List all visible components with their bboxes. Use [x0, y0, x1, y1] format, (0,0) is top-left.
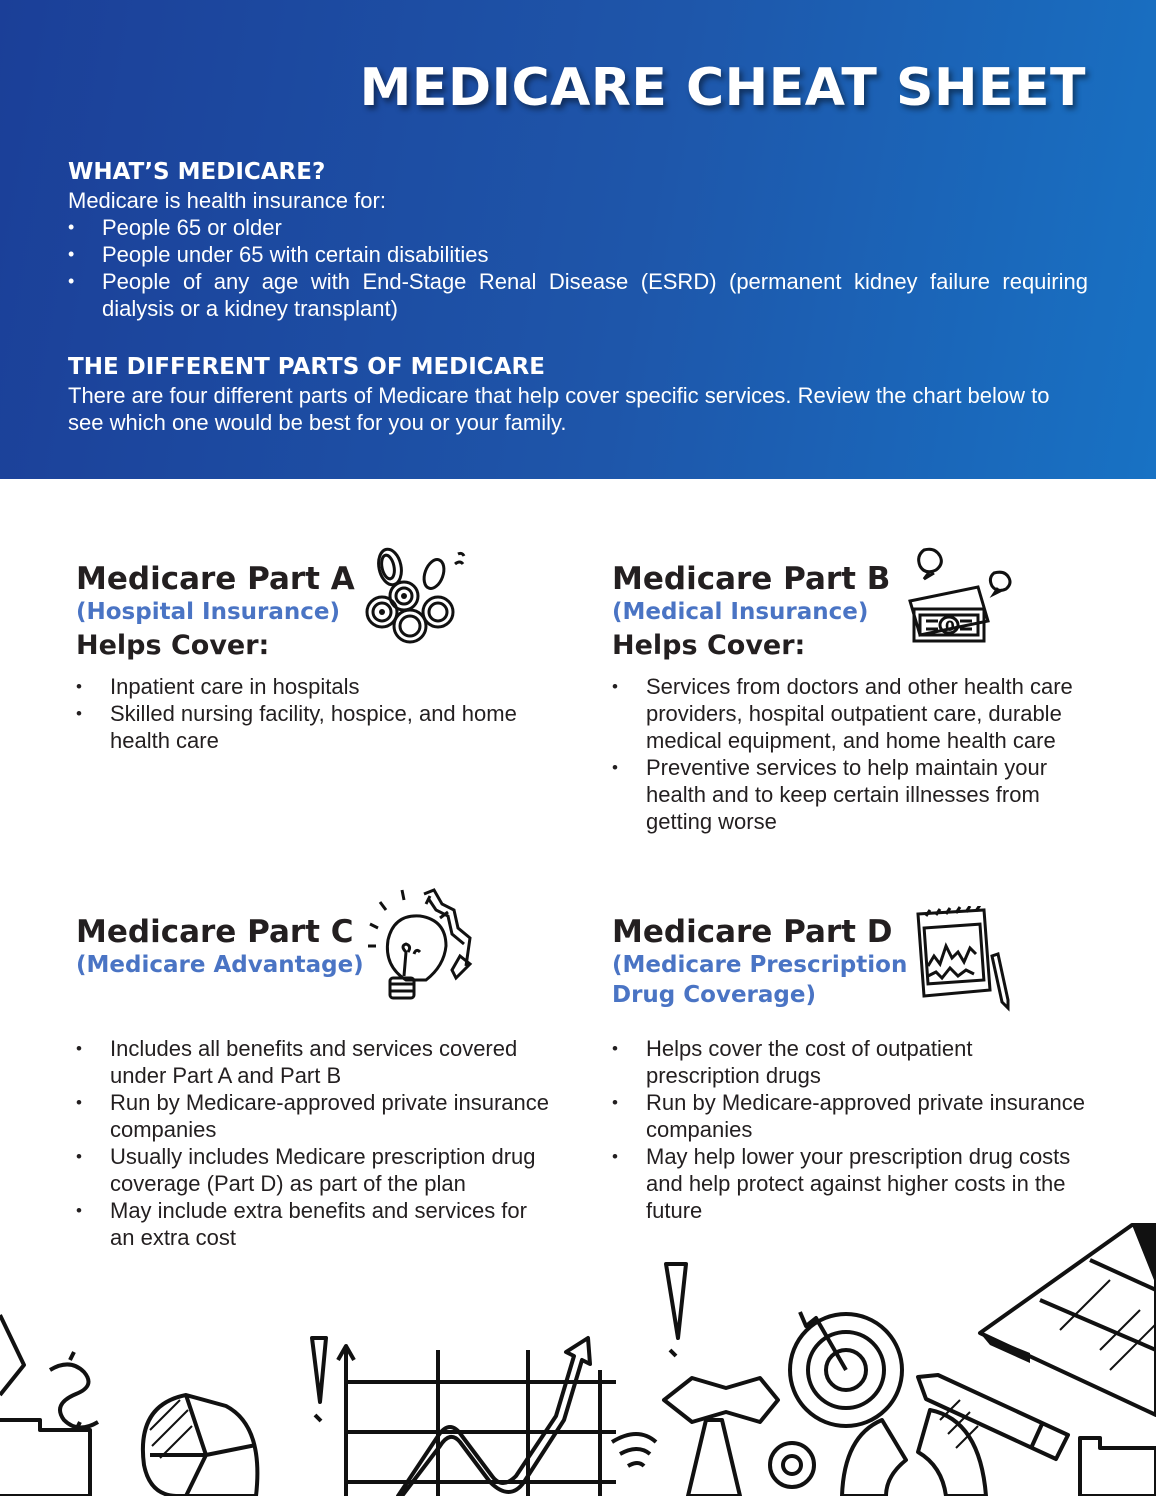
svg-text:0: 0	[945, 619, 955, 635]
list-item: • Skilled nursing facility, hospice, and home health care	[76, 700, 556, 754]
lightbulb-icon	[368, 888, 484, 1004]
pie-chart-icon	[143, 1395, 257, 1496]
pencil-icon	[918, 1375, 1068, 1459]
part-a-helps-cover: Helps Cover:	[76, 630, 270, 661]
stock-chart-icon	[914, 906, 1014, 1012]
part-a-section	[76, 561, 556, 754]
list-item: • Includes all benefits and services covered under Part A and Part B	[76, 1035, 556, 1089]
part-b-subtitle: (Medical Insurance)	[612, 599, 869, 625]
parts-heading: THE DIFFERENT PARTS OF MEDICARE	[68, 354, 545, 380]
decorative-doodles	[0, 1220, 1156, 1496]
part-b-list	[612, 673, 1092, 835]
pyramid-left-icon	[0, 1315, 24, 1395]
list-item: • People under 65 with certain disabilities	[68, 241, 1088, 268]
whats-medicare-section	[68, 157, 1088, 322]
list-item: • Usually includes Medicare prescription drug coverage (Part D) as part of the plan	[76, 1143, 556, 1197]
part-a-title: Medicare Part A	[76, 561, 355, 597]
wifi-icon	[612, 1434, 656, 1466]
part-b-helps-cover: Helps Cover:	[612, 630, 806, 661]
part-d-section	[612, 914, 1092, 1224]
list-item: • Services from doctors and other health care providers, hospital outpatient care, durable medical equipment, and home health care	[612, 673, 1092, 754]
list-item: • Helps cover the cost of outpatient prescription drugs	[612, 1035, 1092, 1089]
part-b-title: Medicare Part B	[612, 561, 891, 597]
list-item: • Inpatient care in hospitals	[76, 673, 556, 700]
header-banner	[0, 0, 1156, 479]
list-item: • People of any age with End-Stage Renal Disease (ESRD) (permanent kidney failure requiring dialysis or a kidney transplant)	[68, 268, 1088, 322]
part-a-list	[76, 673, 556, 754]
list-item: • May help lower your prescription drug costs and help protect against higher costs in the future	[612, 1143, 1092, 1224]
dollar-icon	[50, 1352, 98, 1430]
part-c-list	[76, 1035, 556, 1251]
donut-chart-icon	[842, 1420, 906, 1496]
exclamation-icon	[312, 1338, 326, 1421]
folder-right-icon	[1080, 1438, 1156, 1496]
growth-arrow-icon	[398, 1338, 590, 1496]
whats-medicare-heading: WHAT’S MEDICARE?	[68, 159, 326, 185]
part-c-subtitle: (Medicare Advantage)	[76, 952, 364, 978]
tie-icon	[664, 1378, 778, 1422]
parts-section	[68, 352, 1088, 436]
axis-icon	[338, 1346, 354, 1496]
list-item: • Preventive services to help maintain your health and to keep certain illnesses from getting worse	[612, 754, 1092, 835]
parts-body: There are four different parts of Medicare that help cover specific services. Review the chart below to see which one would be best for you or your family.	[68, 383, 1050, 435]
whats-medicare-intro: Medicare is health insurance for:	[68, 188, 386, 213]
whats-medicare-list	[68, 214, 1088, 322]
list-item: • Run by Medicare-approved private insurance companies	[76, 1089, 556, 1143]
part-d-subtitle-1: (Medicare Prescription	[612, 952, 908, 978]
part-a-subtitle: (Hospital Insurance)	[76, 599, 340, 625]
list-item: • Run by Medicare-approved private insurance companies	[612, 1089, 1092, 1143]
part-d-subtitle-2: Drug Coverage)	[612, 982, 816, 1008]
part-c-section	[76, 914, 556, 1251]
list-item: • May include extra benefits and services for an extra cost	[76, 1197, 556, 1251]
coins-icon	[360, 542, 472, 650]
part-d-list	[612, 1035, 1092, 1224]
part-c-title: Medicare Part C	[76, 914, 354, 950]
page-title: MEDICARE CHEAT SHEET	[359, 58, 1086, 118]
part-d-title: Medicare Part D	[612, 914, 893, 950]
folder-icon	[0, 1420, 90, 1496]
list-item: • People 65 or older	[68, 214, 1088, 241]
money-icon	[902, 545, 1026, 645]
